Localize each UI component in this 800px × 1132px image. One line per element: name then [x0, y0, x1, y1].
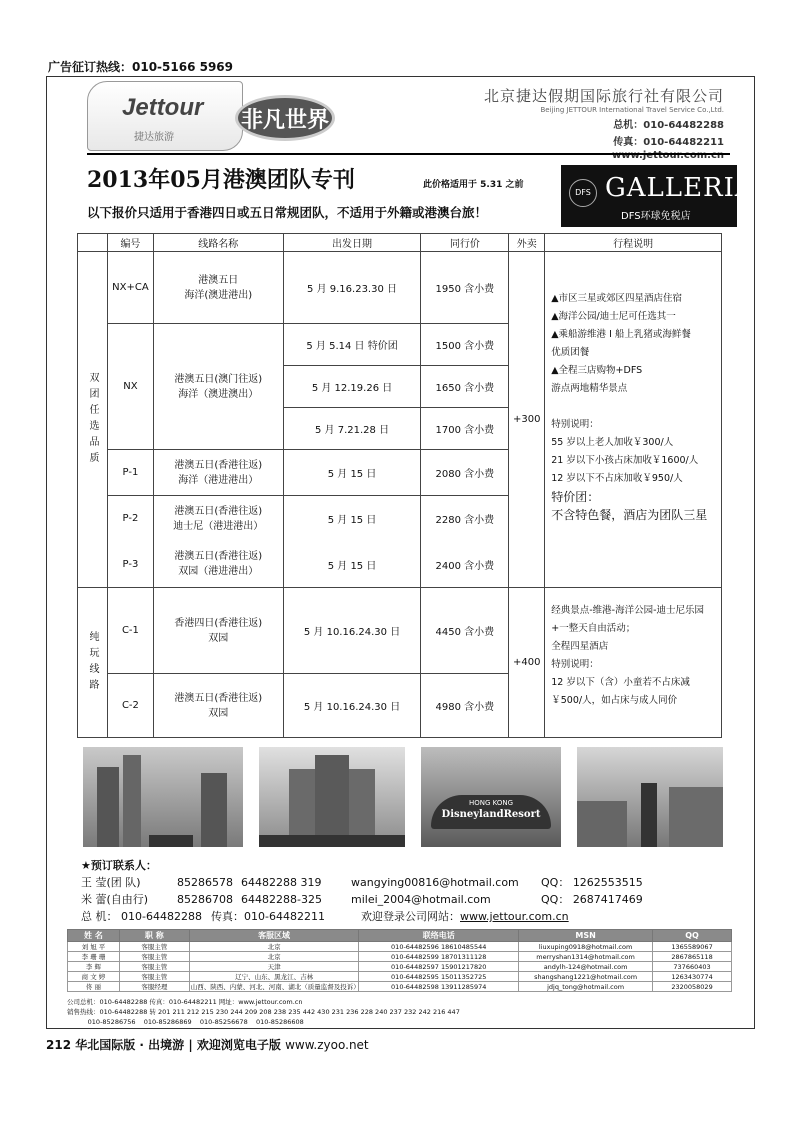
code-cell: C-2 — [107, 674, 153, 738]
welcome-text: 欢迎登录公司网站： — [361, 910, 460, 923]
staff-row — [68, 962, 732, 972]
price-cell: 1500 含小费 — [421, 324, 509, 366]
staff-phone: 010-64482595 15011352725 — [359, 972, 519, 982]
galleria-brand: GALLERIA — [605, 173, 755, 203]
code-cell: C-1 — [107, 588, 153, 674]
staff-title: 客服经理 — [119, 982, 189, 992]
staff-header-region: 客服区域 — [189, 930, 359, 942]
contact-phone: 85286708 — [177, 893, 233, 906]
footer-page-label: 212 华北国际版 · 出境游 — [46, 1038, 185, 1052]
staff-msn[interactable]: merryshan1314@hotmail.com — [519, 952, 653, 962]
group1-label: 双团任选品质 — [86, 371, 98, 468]
agency-fax: 传真：010-64482211 — [613, 137, 724, 148]
page-frame — [46, 76, 755, 1029]
staff-name: 李 辉 — [68, 962, 120, 972]
staff-header-row — [68, 930, 732, 942]
price-cell: 2400 含小费 — [421, 542, 509, 588]
contact-name: 王 莹(团 队) — [81, 876, 141, 889]
staff-header-name: 姓 名 — [68, 930, 120, 942]
table-row — [78, 252, 722, 324]
header-route: 线路名称 — [153, 234, 283, 252]
contact-name: 米 蕾(自由行) — [81, 893, 149, 906]
table-header-row — [78, 234, 722, 252]
footer-invite: 欢迎浏览电子版 — [196, 1038, 286, 1052]
contact-row — [81, 891, 691, 908]
header-divider — [87, 153, 730, 155]
page-title: 2013年05月港澳团队专刊 — [87, 167, 355, 193]
price-cell: 2280 含小费 — [421, 496, 509, 542]
office-line-3: 010-85286756 010-85286869 010-85256678 010-85286608 — [67, 1018, 304, 1026]
agency-name-en: Beijing JETTOUR International Travel Service Co.,Ltd. — [540, 106, 724, 114]
code-cell: NX+CA — [107, 252, 153, 324]
contact-phone: 85286578 — [177, 876, 233, 889]
macau-ruins-photo — [259, 747, 405, 847]
staff-region: 天津 — [189, 962, 359, 972]
route-cell: 港澳五日(香港往返) 海洋（港进港出） — [153, 450, 283, 496]
date-cell: 5 月 10.16.24.30 日 — [283, 588, 421, 674]
date-cell: 5 月 15 日 — [283, 542, 421, 588]
staff-msn[interactable]: jdjq_tong@hotmail.com — [519, 982, 653, 992]
staff-qq: 1365589067 — [653, 942, 732, 952]
code-cell: P-2 — [107, 496, 153, 542]
jettour-logo — [87, 81, 243, 151]
galleria-sub: DFS环球免税店 — [621, 211, 691, 222]
date-cell: 5 月 9.16.23.30 日 — [283, 252, 421, 324]
date-cell: 5 月 10.16.24.30 日 — [283, 674, 421, 738]
disney-sign — [431, 795, 551, 829]
header-code: 编号 — [107, 234, 153, 252]
main-phone-value: 010-64482288 — [121, 910, 202, 923]
agency-website[interactable]: www.jettour.com.cn — [611, 150, 724, 161]
agency-phone: 总机：010-64482288 — [613, 120, 724, 131]
ad-hotline: 广告征订热线：010-5166 5969 — [48, 60, 234, 74]
header-date: 出发日期 — [283, 234, 421, 252]
staff-row — [68, 982, 732, 992]
price-cell: 4980 含小费 — [421, 674, 509, 738]
price-cell: 1950 含小费 — [421, 252, 509, 324]
main-fax: 传真：010-64482211 — [211, 910, 325, 923]
hk-convention-photo — [577, 747, 723, 847]
itinerary-text-1: ▲市区三星或郊区四星酒店住宿 ▲海洋公园/迪士尼可任选其一 ▲乘船游维港 I 船上乳猪或海鲜餐 优质团餐 ▲全程三店购物+DFS 游点两地精华景点 特别说明： 55 岁以上老人加收￥300/人 21 岁以下小孩占床加收￥1600/人 12 岁以下不占床加收￥950/人 — [551, 293, 699, 484]
staff-title: 客服主管 — [119, 952, 189, 962]
code-cell: P-3 — [107, 542, 153, 588]
contact-row — [81, 874, 691, 891]
price-cell: 1650 含小费 — [421, 366, 509, 408]
date-cell: 5 月 5.14 日 特价团 — [283, 324, 421, 366]
staff-phone: 010-64482599 18701311128 — [359, 952, 519, 962]
contact-phone-ext: 64482288-325 — [241, 893, 322, 906]
hk-bauhinia-photo — [83, 747, 243, 847]
itinerary-cell-2 — [545, 588, 722, 738]
contact-phone-ext: 64482288 319 — [241, 876, 322, 889]
main-contact-row — [81, 908, 691, 925]
company-website-link[interactable]: www.jettour.com.cn — [460, 910, 569, 923]
tour-price-table — [77, 233, 722, 738]
header-price: 同行价 — [421, 234, 509, 252]
contact-qq: QQ： 1262553515 — [541, 876, 643, 889]
feifan-shijie-logo: 非凡世界 — [235, 95, 335, 141]
group2-cell — [78, 588, 108, 738]
office-info — [67, 997, 460, 1027]
route-cell: 香港四日(香港往返) 双园 — [153, 588, 283, 674]
staff-region: 辽宁、山东、黑龙江、吉林 — [189, 972, 359, 982]
staff-phone: 010-64482596 18610485544 — [359, 942, 519, 952]
disneyland-photo — [421, 747, 561, 847]
date-cell: 5 月 15 日 — [283, 450, 421, 496]
booking-contacts — [81, 857, 691, 925]
subtitle-notice: 以下报价只适用于香港四日或五日常规团队，不适用于外籍或港澳台旅！ — [87, 205, 488, 220]
staff-header-phone: 联络电话 — [359, 930, 519, 942]
main-phone-label: 总 机： — [81, 910, 118, 923]
code-cell: NX — [107, 324, 153, 450]
staff-msn[interactable]: shangshang1221@hotmail.com — [519, 972, 653, 982]
staff-qq: 737660403 — [653, 962, 732, 972]
route-cell: 港澳五日(香港往返) 双园（港进港出） — [153, 542, 283, 588]
itinerary-cell-1 — [545, 252, 722, 588]
staff-region: 山西、陕西、内蒙、河北、河南、湖北（质量监督及投诉） — [190, 982, 360, 991]
staff-header-qq: QQ — [653, 930, 732, 942]
date-cell: 5 月 15 日 — [283, 496, 421, 542]
staff-name: 商 文 婷 — [68, 972, 120, 982]
contact-email[interactable]: milei_2004@hotmail.com — [351, 893, 491, 906]
staff-row — [68, 972, 732, 982]
logo-sub: 捷达旅游 — [134, 132, 174, 143]
footer-url[interactable]: www.zyoo.net — [285, 1038, 369, 1052]
staff-row — [68, 942, 732, 952]
group1-cell — [78, 252, 108, 588]
itinerary-text-2: 经典景点-维港-海洋公园-迪士尼乐园+一整天自由活动； 全程四星酒店 特别说明： 12 岁以下（含）小童若不占床减￥500/人，如占床与成人同价 — [551, 605, 705, 706]
staff-name: 李 珊 珊 — [68, 952, 120, 962]
agency-info — [484, 85, 724, 161]
price-cell: 2080 含小费 — [421, 450, 509, 496]
staff-name: 佟 丽 — [68, 982, 120, 992]
header-markup: 外卖 — [509, 234, 545, 252]
staff-row — [68, 952, 732, 962]
markup-cell-2: +400 — [509, 588, 545, 738]
staff-title: 客服主管 — [119, 942, 189, 952]
price-cell: 4450 含小费 — [421, 588, 509, 674]
contacts-heading: ★预订联系人： — [81, 859, 157, 872]
staff-table — [67, 929, 732, 992]
contact-email[interactable]: wangying00816@hotmail.com — [351, 876, 519, 889]
table-row — [78, 588, 722, 674]
staff-region: 北京 — [189, 952, 359, 962]
footer-separator: | — [184, 1038, 197, 1052]
itinerary-promo: 特价团： 不含特色餐，酒店为团队三星 — [551, 490, 708, 522]
staff-header-title: 职 称 — [119, 930, 189, 942]
route-cell: 港澳五日(澳门往返) 海洋（澳进澳出） — [153, 324, 283, 450]
markup-cell-1: +300 — [509, 252, 545, 588]
header-blank — [78, 234, 108, 252]
date-cell: 5 月 12.19.26 日 — [283, 366, 421, 408]
code-cell: P-1 — [107, 450, 153, 496]
staff-qq: 2320058029 — [653, 982, 732, 992]
date-cell: 5 月 7.21.28 日 — [283, 408, 421, 450]
photo-strip — [83, 747, 723, 849]
staff-qq: 1263430774 — [653, 972, 732, 982]
route-cell: 港澳五日(香港往返) 双园 — [153, 674, 283, 738]
price-validity-note: 此价格适用于 5.31 之前 — [423, 180, 524, 190]
dfs-galleria-ad — [561, 165, 755, 227]
disney-sign-line1: HONG KONG — [468, 799, 514, 807]
disney-sign-line2: DisneylandResort — [441, 809, 541, 820]
staff-qq: 2867865118 — [653, 952, 732, 962]
staff-region: 北京 — [189, 942, 359, 952]
staff-title: 客服主管 — [119, 962, 189, 972]
contact-qq: QQ： 2687417469 — [541, 893, 643, 906]
agency-name-cn: 北京捷达假期国际旅行社有限公司 — [483, 87, 724, 105]
office-line-1: 公司总机：010-64482288 传真：010-64482211 网址：www.jettour.com.cn — [67, 998, 303, 1006]
staff-header-msn: MSN — [519, 930, 653, 942]
logo-text: Jettour — [122, 94, 204, 121]
dfs-badge: DFS — [569, 179, 597, 207]
staff-phone: 010-64482598 13911285974 — [359, 982, 519, 992]
staff-phone: 010-64482597 15901217820 — [359, 962, 519, 972]
staff-msn[interactable]: andylh-124@hotmail.com — [519, 962, 653, 972]
staff-title: 客服主管 — [119, 972, 189, 982]
group2-label: 纯玩线路 — [86, 630, 98, 695]
header-itinerary: 行程说明 — [545, 234, 722, 252]
route-cell: 港澳五日 海洋(澳进港出) — [153, 252, 283, 324]
office-line-2: 销售热线：010-64482288 转 201 211 212 215 230 244 209 208 238 235 442 430 231 236 228 240 237 232 242 216 447 — [67, 1008, 460, 1016]
page-footer — [46, 1036, 369, 1053]
staff-msn[interactable]: liuxuping0918@hotmail.com — [519, 942, 653, 952]
staff-name: 刘 旭 平 — [68, 942, 120, 952]
route-cell: 港澳五日(香港往返) 迪士尼（港进港出） — [153, 496, 283, 542]
price-cell: 1700 含小费 — [421, 408, 509, 450]
